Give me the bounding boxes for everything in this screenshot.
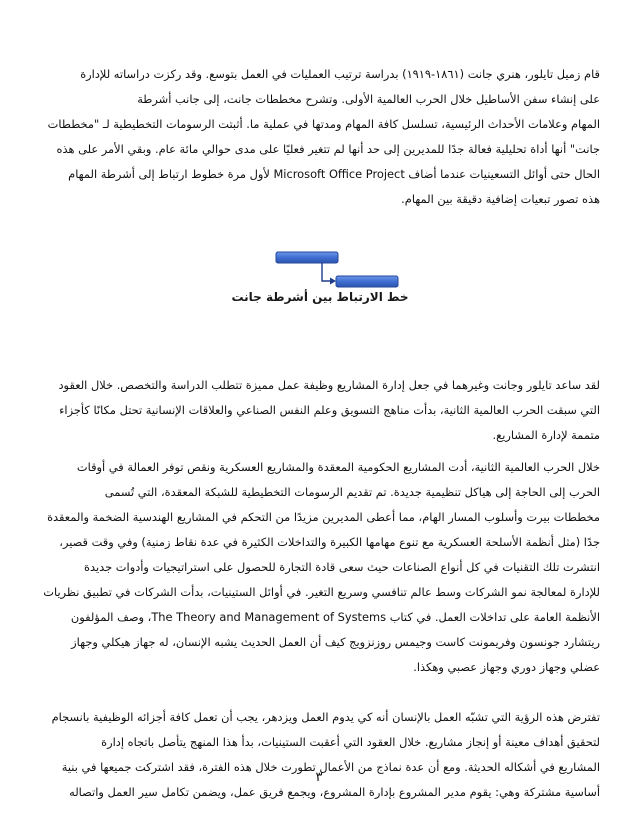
- text-line: جدًا (مثل أنظمة الأسلحة العسكرية مع تنوع مهامها الكبيرة والتداخلات الكثيرة في عدة نقاط زمنية) وفي وقت قصير،: [59, 535, 600, 549]
- text-line: ريتشارد جونسون وفريمونت كاست وجيمس روزنزويج كيف أن العمل الحديث يشبه الإنسان، له جهاز هيكلي وجهاز: [71, 635, 600, 649]
- text-line: جانت" أنها أداة تحليلية فعالة جدًا للمديرين إلى حد أنها لم تتغير فعليًا على مدى حوالي مائة عام. وبقي الأمر على هذه: [56, 142, 600, 156]
- text-line: مخططات بيرت وأسلوب المسار الهام، مما أعطى المديرين مزيدًا من التحكم في المشاريع الهندسية الضخمة والمعقدة: [47, 510, 600, 524]
- text-line: هذه تصور تبعيات إضافية دقيقة بين المهام.: [401, 192, 600, 206]
- text-line: المشاريع في أشكاله الحديثة. ومع أن عدة نماذج من الأعمال تطورت خلال هذه الفترة، فقد اشتركت جميعها في بنية: [61, 760, 600, 774]
- page-number: ٣: [315, 770, 323, 785]
- text-line: الأنظمة العامة على تداخلات العمل. في كتاب The Theory and Management of Systems، وصف المؤلفون: [70, 610, 600, 624]
- text-line: الحرب إلى الحاجة إلى هياكل تنظيمية جديدة. تم تقديم الرسومات التخطيطية للشبكة المعقدة، التي تُسمى: [104, 485, 600, 499]
- figure-caption: خط الارتباط بين أشرطة جانت: [231, 290, 409, 304]
- text-line: متممة لإدارة المشاريع.: [492, 428, 600, 442]
- paragraph-gantt-intro: [40, 62, 600, 212]
- gantt-bar-successor: [336, 276, 398, 287]
- text-line: قام زميل تايلور، هنري جانت (١٨٦١-١٩١٩) بدراسة ترتيب العمليات في العمل بتوسع. وقد ركزت دراساته للإدارة: [80, 67, 600, 81]
- paragraph-ww2: [40, 455, 600, 680]
- link-arrowhead: [330, 278, 336, 285]
- text-line: للإدارة لمعالجة نمو الشركات وسط عالم تنافسي وسريع التغير. في أوائل الستينيات، بدأت الشركات في تطبيق نظريات: [43, 585, 600, 599]
- text-line: خلال الحرب العالمية الثانية، أدت المشاريع الحكومية المعقدة والمشاريع العسكرية ونقص توفر العمالة في أوقات: [76, 460, 600, 474]
- text-line: لتحقيق أهداف معينة أو إنجاز مشاريع. خلال العقود التي أعقبت الستينيات، بدأ هذا المنهج يتأصل باتجاه إدارة: [101, 735, 600, 749]
- text-line: انتشرت تلك التقنيات في كل أنواع الصناعات حيث سعى قادة التجارة للحصول على استراتيجيات وأدوات جديدة: [84, 560, 600, 574]
- text-line: لقد ساعد تايلور وجانت وغيرهما في جعل إدارة المشاريع وظيفة عمل مميزة تتطلب الدراسة والتخصص. خلال العقود: [58, 378, 600, 392]
- paragraph-systems-view: [40, 705, 600, 805]
- text-line: التي سبقت الحرب العالمية الثانية، بدأت مناهج التسويق وعلم النفس الصناعي والعلاقات الإنسانية تحتل مكانًا كأجزاء: [59, 403, 600, 417]
- text-line: على إنشاء سفن الأساطيل خلال الحرب العالمية الأولى. وتشرح مخططات جانت، إلى جانب أشرطة: [137, 92, 600, 106]
- gantt-bar-predecessor: [276, 252, 338, 263]
- text-line: المهام وعلامات الأحداث الرئيسية، تسلسل كافة المهام ومدتها في عملية ما. أثبتت الرسومات التخطيطية لـ "مخططات: [47, 117, 600, 131]
- paragraph-project-management: [40, 373, 600, 448]
- text-line: أساسية مشتركة وهي: يقوم مدير المشروع بإدارة المشروع، ويجمع فريق عمل، ويضمن تكامل سير العمل واتصاله: [69, 785, 600, 799]
- text-line: عضلي وجهاز دوري وجهاز عصبي وهكذا.: [413, 660, 600, 674]
- text-line: تفترض هذه الرؤية التي تشبّه العمل بالإنسان أنه كي يدوم العمل ويزدهر، يجب أن تعمل كافة أجزائه الوظيفية بانسجام: [51, 710, 600, 724]
- text-line: الحال حتى أوائل التسعينيات عندما أضاف Microsoft Office Project لأول مرة خطوط ارتباط إلى أشرطة المهام: [68, 167, 600, 181]
